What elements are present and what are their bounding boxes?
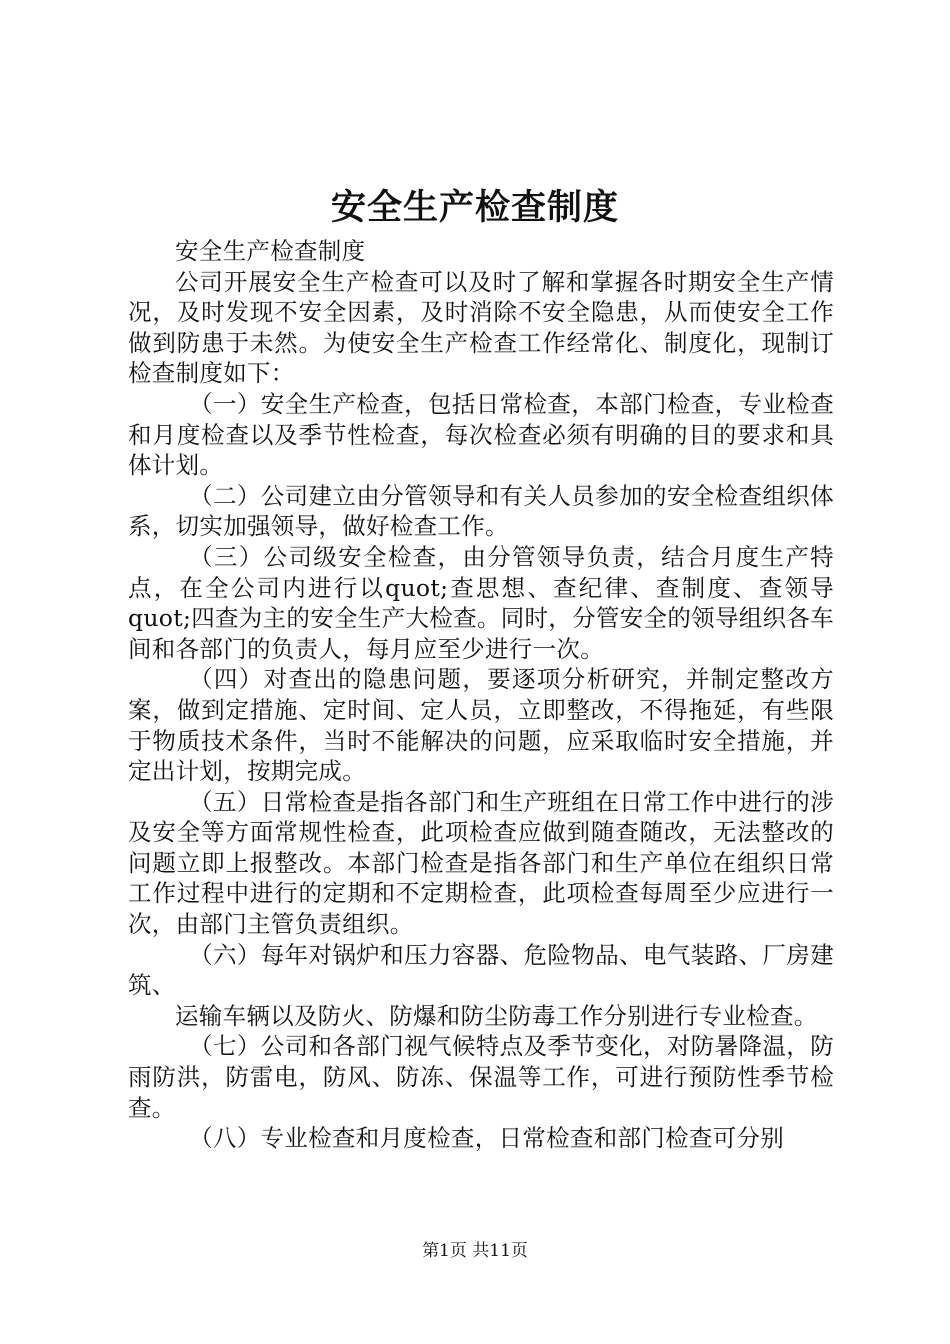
intro-paragraph: 公司开展安全生产检查可以及时了解和掌握各时期安全生产情况，及时发现不安全因素，及时消除不安全隐患，从而使安全工作做到防患于未然。为使安全生产检查工作经常化、制度化，现制订检查制度如下： (128, 267, 834, 388)
clause-8-paragraph: （八）专业检查和月度检查，日常检查和部门检查可分别 (189, 1124, 785, 1153)
clause-6-paragraph: （六）每年对锅炉和压力容器、危险物品、电气装路、厂房建筑、 (128, 940, 834, 1000)
clause-1-paragraph: （一）安全生产检查，包括日常检查，本部门检查，专业检查和月度检查以及季节性检查，每次检查必须有明确的目的要求和具体计划。 (128, 389, 834, 480)
clause-6-continuation-paragraph: 运输车辆以及防火、防爆和防尘防毒工作分别进行专业检查。 (175, 1001, 818, 1030)
clause-3-paragraph: （三）公司级安全检查，由分管领导负责，结合月度生产特点，在全公司内进行以quot;查思想、查纪律、查制度、查领导quot;四查为主的安全生产大检查。同时，分管安全的领导组织各车间和各部门的负责人，每月应至少进行一次。 (128, 542, 834, 663)
clause-4-paragraph: （四）对查出的隐患问题，要逐项分析研究，并制定整改方案，做到定措施、定时间、定人员，立即整改，不得拖延，有些限于物质技术条件，当时不能解决的问题，应采取临时安全措施，并定出计划，按期完成。 (128, 665, 834, 786)
clause-7-paragraph: （七）公司和各部门视气候特点及季节变化，对防暑降温，防雨防洪，防雷电，防风、防冻、保温等工作，可进行预防性季节检查。 (128, 1032, 834, 1122)
document-body (128, 236, 834, 1154)
document-title: 安全生产检查制度 (330, 187, 619, 228)
subtitle-paragraph: 安全生产检查制度 (175, 237, 366, 265)
clause-2-paragraph: （二）公司建立由分管领导和有关人员参加的安全检查组织体系，切实加强领导，做好检查工作。 (128, 481, 834, 541)
clause-5-paragraph: （五）日常检查是指各部门和生产班组在日常工作中进行的涉及安全等方面常规性检查，此项检查应做到随查随改，无法整改的问题立即上报整改。本部门检查是指各部门和生产单位在组织日常工作过程中进行的定期和不定期检查，此项检查每周至少应进行一次，由部门主管负责组织。 (128, 787, 834, 939)
page-number-footer: 第1页 共11页 (422, 1241, 528, 1261)
